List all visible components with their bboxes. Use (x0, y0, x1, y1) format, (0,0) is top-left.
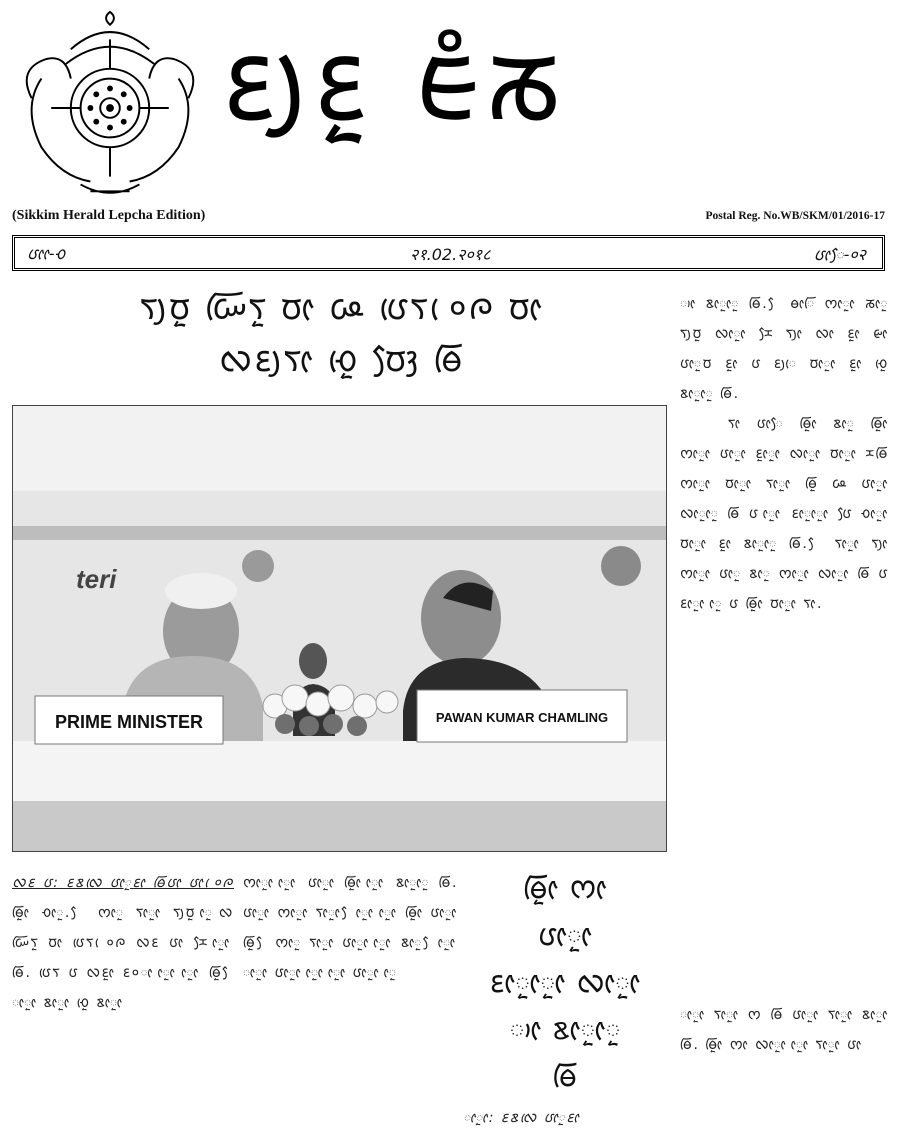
issue-volume: ᰂᰦᰦ-ᰆ (27, 244, 66, 263)
subhead-line: ᰟᰩ (552, 1059, 579, 1093)
placard-chamling: PAWAN KUMAR CHAMLING (435, 710, 609, 725)
article-paragraph: ᰦᰬᰦ ᰛᰦᰬᰦ ᰔ ᰟᰩ ᰂᰦᰬᰦ ᰛᰦᰬᰦ ᰣᰦᰬᰦ ᰟᰩ. ᰟᰩᰬᰦ ᰔᰦ ᰜᰦᰬᰦ ᰦᰬᰦ ᰛᰦᰬᰦ ᰂᰦ (680, 1007, 889, 1053)
lead-headline (12, 282, 672, 386)
bottom-column-1 (12, 868, 234, 1018)
masthead-title: ᰚᰪᰚᰬ ᰀᰱᰕ (222, 21, 570, 144)
bottom-column-2 (243, 868, 458, 988)
placard-prime-minister: PRIME MINISTER (54, 712, 204, 732)
subhead-line: ᰂᰦᰬᰦ (537, 918, 594, 952)
subhead-line: ᰚᰦᰬᰦᰬᰦ ᰜᰦᰬᰦ (489, 965, 642, 999)
article-paragraph: ᰥᰦ ᰣᰦᰬᰦᰬ ᰟᰩ. ᰧ ᰟᰦᰩ ᰔᰦᰬᰦ ᰕᰦᰬ ᰛᰪᰗᰬ ᰜᰦᰬᰦ ᰌᰧ ᰛᰪᰦ ᰜᰦ ᰚᰬᰦ ᰡᰦ ᰂᰦᰬᰗ ᰚᰬᰦ ᰂ ᰚᰪᰨ ᰗᰦᰬᰦ ᰚᰬᰦ ᰆᰨᰬ ᰣᰦᰬᰦᰬ ᰟᰩ. (680, 296, 889, 402)
secondary-dateline: ᰦᰬᰦ: ᰚᰣᰜᰨ ᰂᰦᰬᰚᰦ (463, 1110, 581, 1126)
dateline: ᰜᰚ ᰂ: ᰚᰣᰜᰨ ᰂᰦᰬᰚᰦ ᰟᰩᰂᰦ ᰂᰦ ᰨ०ᰍ (12, 875, 234, 891)
postal-registration: Postal Reg. No.WB/SKM/01/2016-17 (705, 210, 885, 222)
headline-line-2: ᰜᰚᰪᰛᰦ ᰆᰨᰬ ᰗᰧᰫ ᰟᰩ (219, 340, 465, 380)
sikkim-emblem-icon (12, 10, 208, 206)
lead-photo (12, 405, 667, 852)
subhead-line: ᰟᰩᰬᰦ ᰔᰦ (523, 871, 608, 905)
teri-logo: teri (76, 564, 117, 594)
secondary-headline (463, 865, 668, 1100)
right-column-article (680, 289, 889, 619)
article-paragraph: ᰛᰦ ᰂᰦᰧ ᰟᰩᰬᰦ ᰣᰦᰬ ᰟᰩᰬᰦ ᰔᰦᰬᰦ ᰂᰦᰬᰦ ᰚᰬᰦᰬᰦ ᰜᰦᰬᰦ ᰗᰦᰬᰦ ᰌᰟᰩ ᰔᰦᰬᰦ ᰗᰦᰬᰦ ᰛᰦᰬᰦ ᰟᰩᰬ ᰘ ᰂᰦᰬᰦ ᰜᰦᰬᰦᰬ ᰟᰩ ᰂ ᰦᰬᰦ ᰚᰦᰬᰦᰬᰦ ᰂᰧ ᰆᰦᰬᰦ ᰗᰦᰬᰦ ᰚᰬᰦ ᰣᰦᰬᰦᰬ ᰟᰩ. ᰧ ᰛᰦᰬᰦ ᰛᰪᰦ ᰔᰦᰬᰦ ᰂᰦᰬ ᰣᰦᰬ ᰔᰦᰬᰦ ᰜᰦᰬᰦ ᰟᰩ ᰂ ᰚᰦᰬᰦ ᰦᰬ ᰂ ᰟᰩᰬᰦ ᰗᰦᰬᰦ ᰛᰦ. (680, 416, 889, 612)
article-paragraph: ᰔᰦᰬᰦ ᰦᰬᰦ ᰂᰦᰬᰦ ᰟᰩᰬᰦ ᰦᰬᰦ ᰣᰦᰬᰦᰬ ᰟᰩ. ᰂᰦᰬᰦ ᰔᰦᰬᰦ ᰛᰦᰬᰦ ᰧ ᰦᰬᰦ ᰦᰬᰦ ᰟᰩᰬᰦ ᰂᰦᰬᰦ ᰟᰩᰬ ᰧ ᰔᰦᰬ ᰛᰦᰬᰦ ᰂᰦᰬᰦ ᰦᰬᰦ ᰣᰦᰬ ᰧ ᰦᰬᰦ ᰦᰬᰦ ᰂᰦᰬᰦ ᰦᰬᰦ ᰦᰬᰦ ᰂᰦᰬᰦ ᰦᰬ (243, 875, 458, 981)
article-paragraph: ᰟᰩᰬᰦ ᰆᰦᰬ. ᰧ ᰔᰦᰬ ᰛᰦᰬᰦ ᰛᰪᰗᰬ ᰦᰬᰜ ᰠᰩᰛᰬ ᰗᰦ ᰂᰨᰛ ᰨ०ᰍ ᰜᰚ ᰂᰦ ᰌᰧ ᰦᰬᰦ ᰟᰩ. ᰂᰨᰛ ᰂ ᰜᰚᰬᰦ ᰚ०ᰦ ᰦᰬᰦ ᰦᰬᰦ ᰟᰩᰬ ᰧ ᰦᰬᰦ ᰣᰦᰬᰦ ᰆᰨᰬ ᰣᰦᰬᰦ (12, 905, 234, 1011)
date-bar (12, 235, 885, 271)
issue-number: ᰂᰦᰧ-०२ (813, 245, 866, 264)
subhead-line: ᰥᰦ ᰣᰦᰬᰦᰬ (509, 1012, 622, 1046)
bottom-column-3 (680, 1000, 889, 1060)
issue-date: २१.02.२०१८ (410, 245, 491, 264)
edition-label: (Sikkim Herald Lepcha Edition) (12, 208, 206, 223)
headline-line-1: ᰛᰪᰗᰬ ᰠᰩᰛᰬ ᰗᰦ ᰘ ᰂᰨᰛ ᰨ०ᰍ ᰗᰦ (139, 288, 545, 328)
masthead (0, 0, 899, 205)
